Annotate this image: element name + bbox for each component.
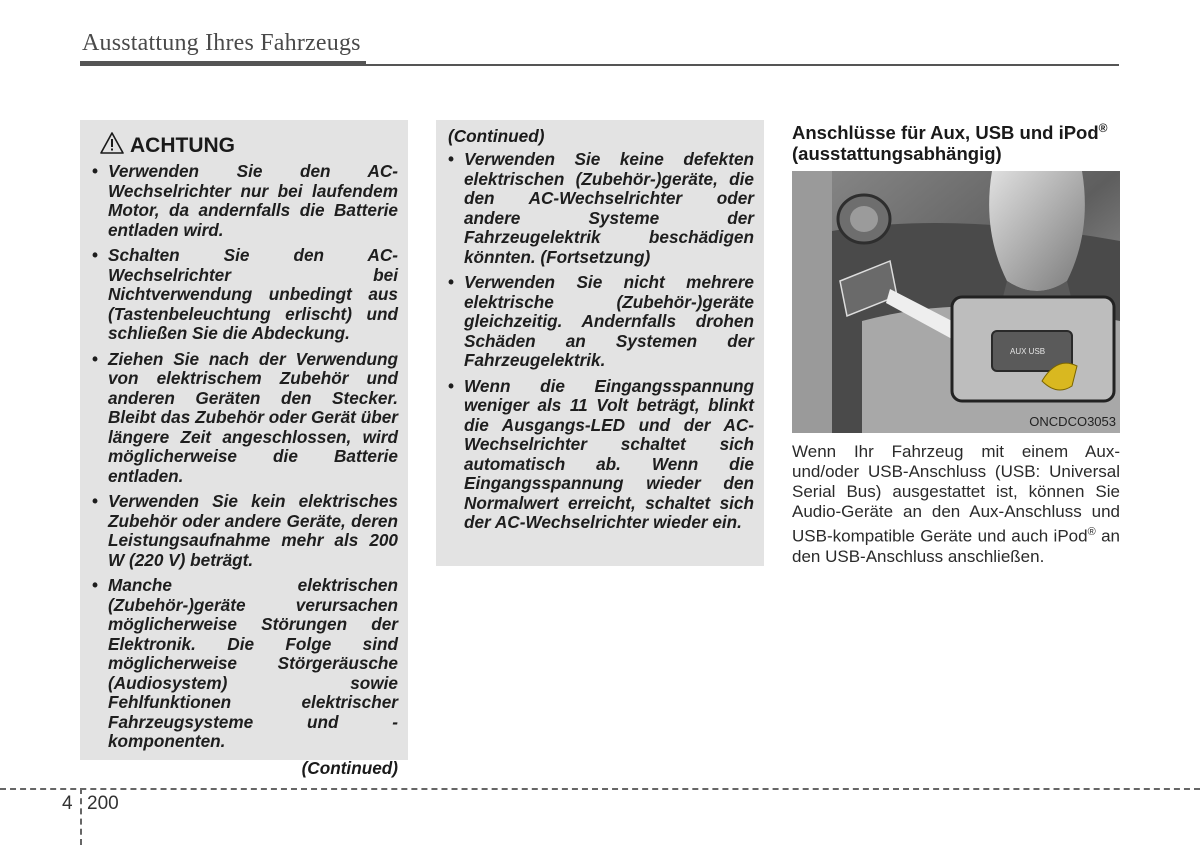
continued-label: (Continued) xyxy=(301,757,398,778)
section-body xyxy=(792,442,1120,567)
body-text-main: Wenn Ihr Fahrzeug mit einem Aux- und/oder USB-Anschluss (USB: Universal Serial Bus) ausgestattet ist, können Sie Audio-Geräte an den Aux-Anschluss und USB-kompatible Geräte und auch iPod xyxy=(792,442,1120,546)
page-number: 200 xyxy=(87,793,119,814)
aux-usb-photo xyxy=(792,171,1120,433)
header-rule-thin xyxy=(366,64,1119,66)
footer-rule xyxy=(0,788,1200,790)
warning-title: ACHTUNG xyxy=(130,134,235,157)
header-rule xyxy=(80,61,366,66)
section-heading xyxy=(792,118,1122,164)
warning-list xyxy=(90,162,398,752)
warning-item: • Verwenden Sie keine defekten elektrischen (Zubehör-)geräte, die den AC-Wechselrichter oder andere Systeme der Fahrzeugelektrik beschädigen könnten. (Fortsetzung) xyxy=(446,150,754,267)
warning-item: • Wenn die Eingangsspannung weniger als 11 Volt beträgt, blinkt die Ausgangs-LED und der AC-Wechselrichter schaltet sich automatisch ab. Wenn die Eingangsspannung wieder den Normalwert erreicht, schaltet sich der AC-Wechselrichter wieder ein. xyxy=(446,377,754,533)
warning-box-continued xyxy=(436,120,764,566)
warning-item: • Schalten Sie den AC-Wechselrichter bei Nichtverwendung unbedingt aus (Tastenbeleuchtung erlischt) und schließen Sie die Abdeckung. xyxy=(90,246,398,344)
chapter-number: 4 xyxy=(62,793,73,814)
registered-mark: ® xyxy=(1098,121,1108,135)
chapter-title: Ausstattung Ihres Fahrzeugs xyxy=(82,30,361,56)
warning-item: • Verwenden Sie nicht mehrere elektrische (Zubehör-)geräte gleichzeitig. Andernfalls drohen Schäden an Systemen der Fahrzeugelektrik. xyxy=(446,273,754,371)
section-heading-text-end: (ausstattungsabhängig) xyxy=(792,143,1002,165)
body-text-end: an den USB-Anschluss anschließen. xyxy=(792,526,1120,566)
warning-item: • Verwenden Sie kein elektrisches Zubehör oder andere Geräte, deren Leistungsaufnahme mehr als 200 W (220 V) beträgt. xyxy=(90,492,398,570)
section-heading-text: Anschlüsse für Aux, USB und iPod xyxy=(792,122,1099,144)
footer-divider xyxy=(80,788,82,845)
warning-heading xyxy=(100,132,398,160)
warning-item: • Manche elektrischen (Zubehör-)geräte verursachen möglicherweise Störungen der Elektronik. Die Folge sind möglicherweise Störgeräusche (Audiosystem) sowie Fehlfunktionen elektrischer Fahrzeugsysteme und -komponenten. xyxy=(90,576,398,752)
photo-caption: ONCDCO3053 xyxy=(1029,414,1116,429)
continued-label: (Continued) xyxy=(448,126,545,146)
warning-item: • Ziehen Sie nach der Verwendung von elektrischem Zubehör und anderen Geräten den Stecker. Bleibt das Zubehör oder Gerät über längere Zeit angeschlossen, wird möglicherweise die Batterie entladen. xyxy=(90,350,398,487)
warning-list xyxy=(446,150,754,533)
warning-triangle-icon xyxy=(100,132,124,160)
warning-box xyxy=(80,120,408,778)
registered-mark: ® xyxy=(1087,526,1096,538)
warning-item: • Verwenden Sie den AC-Wechselrichter nur bei laufendem Motor, da andernfalls die Batterie entladen wird. xyxy=(90,162,398,240)
photo-port-label: AUX USB xyxy=(1010,347,1046,356)
